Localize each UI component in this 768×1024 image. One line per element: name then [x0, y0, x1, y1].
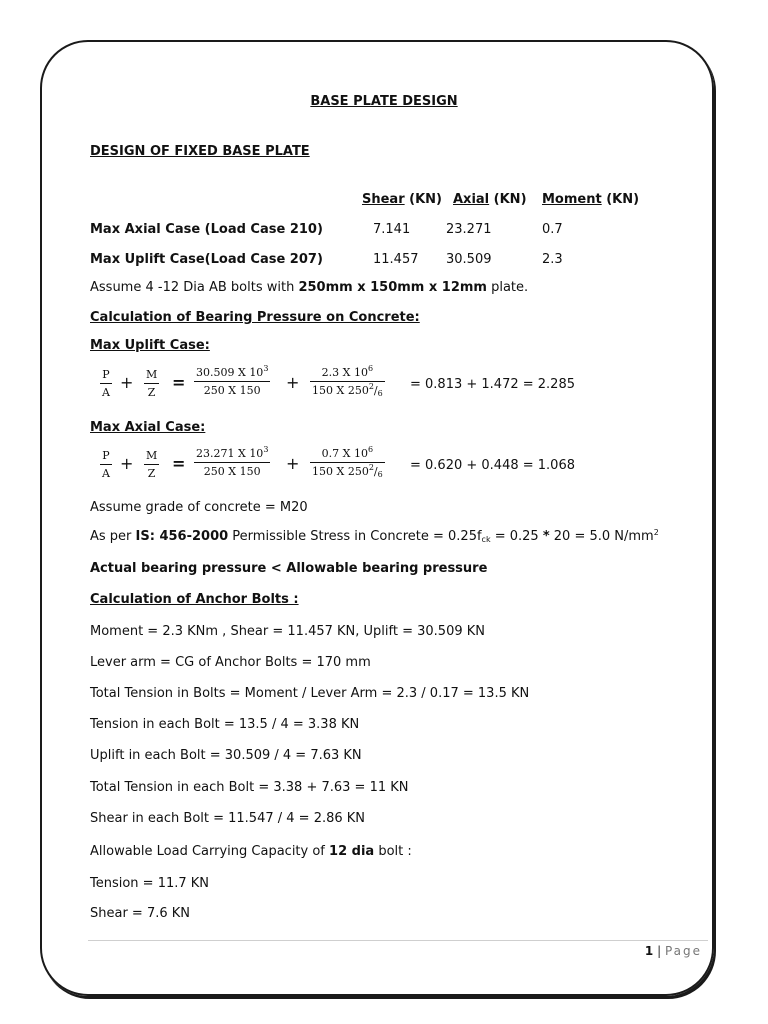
uplift-case-heading: Max Uplift Case:	[90, 338, 210, 353]
header-moment: Moment (KN)	[542, 192, 640, 207]
axial-term-fraction: $\frac{30.509 X 10^3}{250 X 150}$	[196, 364, 269, 397]
moment-term-fraction: $\frac{0.7 X 10^6}{150 X 250^2/_6}$	[312, 445, 383, 479]
shear-capacity-text: Shear = 7.6 KN	[90, 906, 191, 921]
row-label-axial-case: Max Axial Case (Load Case 210)	[90, 222, 323, 237]
anchor-line: Uplift in each Bolt = 30.509 / 4 = 7.63 KN	[90, 748, 362, 763]
m-over-z-fraction: $\frac{M}{Z}$	[146, 368, 158, 399]
p-over-a-fraction: $\frac{P}{A}$	[102, 368, 110, 399]
p-over-a-fraction: $\frac{P}{A}$	[102, 449, 110, 480]
document-title: BASE PLATE DESIGN	[310, 94, 458, 109]
assume-bolts-text: Assume 4 -12 Dia AB bolts with 250mm x 150mm x 12mm plate.	[90, 280, 529, 295]
is-code-text: As per IS: 456-2000 Permissible Stress in Concrete = $0.25f_{ck} = 0.25 * 20 = 5.0$ $N/mm^2$	[90, 528, 659, 544]
plus-sign: +	[286, 454, 300, 473]
header-axial: Axial (KN)	[453, 192, 527, 207]
plus-sign: +	[120, 454, 134, 473]
footer-divider	[88, 940, 708, 941]
header-shear: Shear (KN)	[362, 192, 442, 207]
capacity-text: Allowable Load Carrying Capacity of 12 dia bolt :	[90, 844, 412, 859]
cell-axial: 23.271	[446, 222, 492, 237]
axial-term-fraction: $\frac{23.271 X 10^3}{250 X 150}$	[196, 445, 269, 478]
anchor-line: Total Tension in Bolts = Moment / Lever Arm = 2.3 / 0.17 = 13.5 KN	[90, 686, 530, 701]
anchor-heading: Calculation of Anchor Bolts :	[90, 592, 299, 607]
bearing-check-text: Actual bearing pressure < Allowable bearing pressure	[90, 561, 488, 576]
moment-term-fraction: $\frac{2.3 X 10^6}{150 X 250^2/_6}$	[312, 364, 383, 398]
anchor-line: Total Tension in each Bolt = 3.38 + 7.63 = 11 KN	[90, 780, 409, 795]
plus-sign: +	[286, 373, 300, 392]
equals-sign: =	[172, 373, 186, 392]
anchor-line: Tension in each Bolt = 13.5 / 4 = 3.38 KN	[90, 717, 360, 732]
cell-axial: 30.509	[446, 252, 492, 267]
axial-result: = 0.620 + 0.448 = 1.068	[410, 458, 575, 473]
anchor-line: Moment = 2.3 KNm , Shear = 11.457 KN, Uplift = 30.509 KN	[90, 624, 485, 639]
concrete-grade-text: Assume grade of concrete = M20	[90, 500, 308, 515]
m-over-z-fraction: $\frac{M}{Z}$	[146, 449, 158, 480]
bearing-heading: Calculation of Bearing Pressure on Concrete:	[90, 310, 420, 325]
axial-case-heading: Max Axial Case:	[90, 420, 206, 435]
tension-capacity-text: Tension = 11.7 KN	[90, 876, 210, 891]
page-footer: 1 | Page	[644, 944, 702, 958]
cell-shear: 7.141	[373, 222, 411, 237]
anchor-line: Shear in each Bolt = 11.547 / 4 = 2.86 KN	[90, 811, 366, 826]
cell-moment: 2.3	[542, 252, 563, 267]
cell-moment: 0.7	[542, 222, 563, 237]
row-label-uplift-case: Max Uplift Case(Load Case 207)	[90, 252, 323, 267]
uplift-result: = 0.813 + 1.472 = 2.285	[410, 377, 575, 392]
plus-sign: +	[120, 373, 134, 392]
cell-shear: 11.457	[373, 252, 419, 267]
equals-sign: =	[172, 454, 186, 473]
anchor-line: Lever arm = CG of Anchor Bolts = 170 mm	[90, 655, 371, 670]
section-heading: DESIGN OF FIXED BASE PLATE	[90, 144, 310, 159]
